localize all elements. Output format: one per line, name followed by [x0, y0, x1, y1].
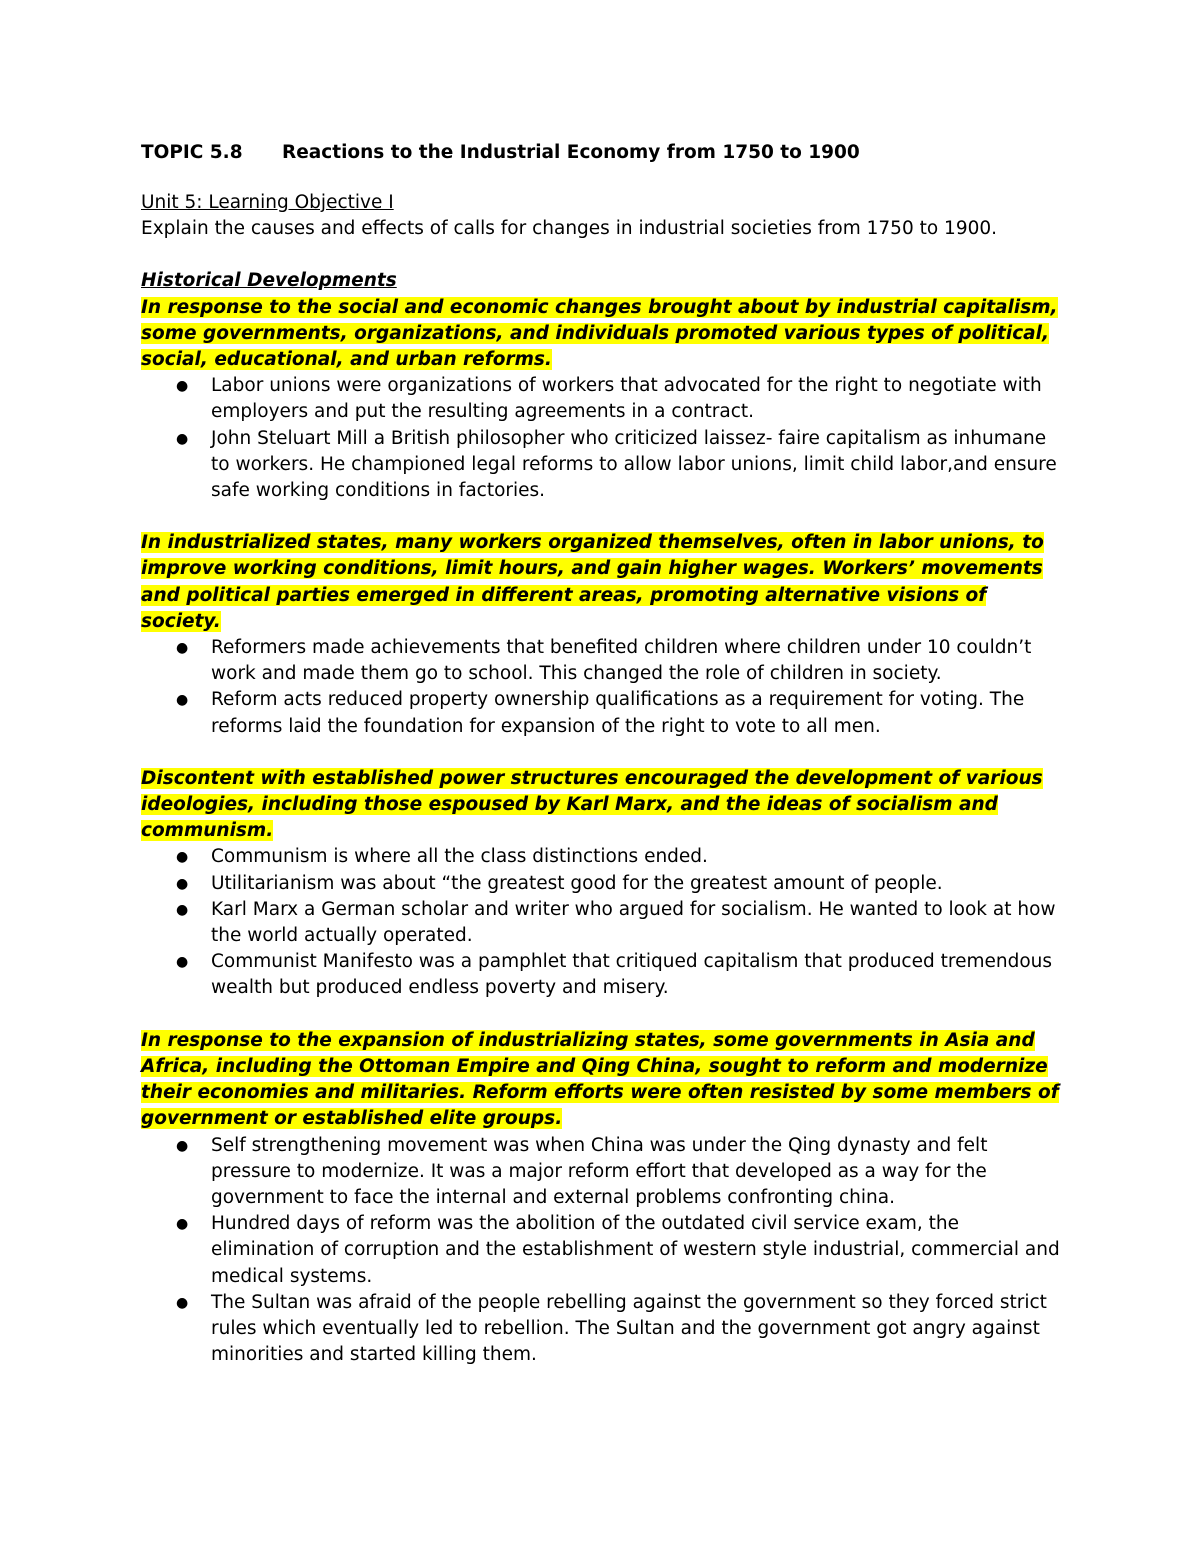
- list-item: [141, 426, 1061, 505]
- list-item: [141, 1211, 1061, 1290]
- bullet-list: [141, 844, 1061, 1001]
- highlighted-statement-text: Discontent with established power structures encouraged the development of various ideologies, including those espoused by Karl Marx, and the ideas of socialism and communism.: [141, 767, 1043, 842]
- list-item-text: Reform acts reduced property ownership qualifications as a requirement for voting. The reforms laid the foundation for expansion of the right to vote to all men.: [211, 689, 1025, 737]
- list-item: [141, 687, 1061, 739]
- highlighted-statement-text: In response to the expansion of industrializing states, some governments in Asia and Africa, including the Ottoman Empire and Qing China, sought to reform and modernize their economies and militaries. Reform efforts were often resisted by some members of government or established elite groups.: [141, 1029, 1059, 1130]
- bullet-icon: ●: [176, 378, 189, 395]
- highlighted-statement-text: In industrialized states, many workers organized themselves, often in labor unions, to improve working conditions, limit hours, and gain higher wages. Workers’ movements and political parties emerged in different areas, promoting alternative visions of society.: [141, 532, 1044, 632]
- document-title: [141, 138, 1061, 168]
- bullet-icon: ●: [176, 430, 189, 447]
- list-item: [141, 1290, 1061, 1369]
- highlighted-statement: [141, 1028, 1061, 1133]
- bullet-icon: ●: [176, 1294, 189, 1311]
- development-section: [141, 1028, 1061, 1369]
- bullet-icon: ●: [176, 692, 189, 709]
- list-item: [141, 897, 1061, 949]
- document-page: [141, 138, 1061, 1394]
- bullet-icon: ●: [176, 901, 189, 918]
- list-item: [141, 844, 1061, 870]
- list-item-text: Reformers made achievements that benefited children where children under 10 couldn’t work and made them go to school. This changed the role of children in society.: [211, 637, 1032, 685]
- list-item: [141, 949, 1061, 1001]
- bullet-list: [141, 1133, 1061, 1369]
- list-item: [141, 373, 1061, 425]
- list-item-text: John Steluart Mill a British philosopher who criticized laissez- faire capitalism as inhumane to workers. He championed legal reforms to allow labor unions, limit child labor,and ensure safe working conditions in factories.: [211, 427, 1057, 502]
- development-section: [141, 530, 1061, 740]
- list-item: [141, 1133, 1061, 1212]
- bullet-icon: ●: [176, 849, 189, 866]
- list-item-text: The Sultan was afraid of the people rebelling against the government so they forced strict rules which eventually led to rebellion. The Sultan and the government got angry against minorities and started killing them.: [211, 1291, 1047, 1366]
- list-item-text: Utilitarianism was about “the greatest good for the greatest amount of people.: [211, 872, 943, 894]
- bullet-icon: ●: [176, 875, 189, 892]
- bullet-list: [141, 635, 1061, 740]
- development-section: [141, 766, 1061, 1002]
- list-item: [141, 871, 1061, 897]
- bullet-icon: ●: [176, 1216, 189, 1233]
- topic-code: TOPIC 5.8: [141, 142, 243, 163]
- list-item: [141, 635, 1061, 687]
- highlighted-statement: [141, 295, 1061, 374]
- highlighted-statement: [141, 530, 1061, 635]
- list-item-text: Hundred days of reform was the abolition of the outdated civil service exam, the elimination of corruption and the establishment of western style industrial, commercial and medical systems.: [211, 1213, 1060, 1287]
- bullet-list: [141, 373, 1061, 504]
- highlighted-statement: [141, 766, 1061, 845]
- bullet-icon: ●: [176, 1137, 189, 1154]
- bullet-icon: ●: [176, 640, 189, 657]
- list-item-text: Karl Marx a German scholar and writer who argued for socialism. He wanted to look at how the world actually operated.: [211, 898, 1056, 947]
- learning-objective-heading: Unit 5: Learning Objective I: [141, 192, 394, 213]
- historical-developments-heading: Historical Developments: [141, 270, 397, 292]
- list-item-text: Labor unions were organizations of workers that advocated for the right to negotiate with employers and put the resulting agreements in a contract.: [211, 375, 1042, 423]
- list-item-text: Communism is where all the class distinctions ended.: [211, 846, 708, 868]
- highlighted-statement-text: In response to the social and economic changes brought about by industrial capitalism, some governments, organizations, and individuals promoted various types of political, social, educational, and urban reforms.: [141, 296, 1058, 371]
- topic-title: Reactions to the Industrial Economy from 1750 to 1900: [282, 142, 860, 163]
- development-section: [141, 295, 1061, 505]
- learning-objective-text: Explain the causes and effects of calls for changes in industrial societies from 1750 to 1900.: [141, 218, 998, 240]
- list-item-text: Self strengthening movement was when China was under the Qing dynasty and felt pressure to modernize. It was a major reform effort that developed as a way for the government to face the internal and external problems confronting china.: [211, 1134, 988, 1208]
- bullet-icon: ●: [176, 954, 189, 971]
- list-item-text: Communist Manifesto was a pamphlet that critiqued capitalism that produced tremendous wealth but produced endless poverty and misery.: [211, 951, 1053, 999]
